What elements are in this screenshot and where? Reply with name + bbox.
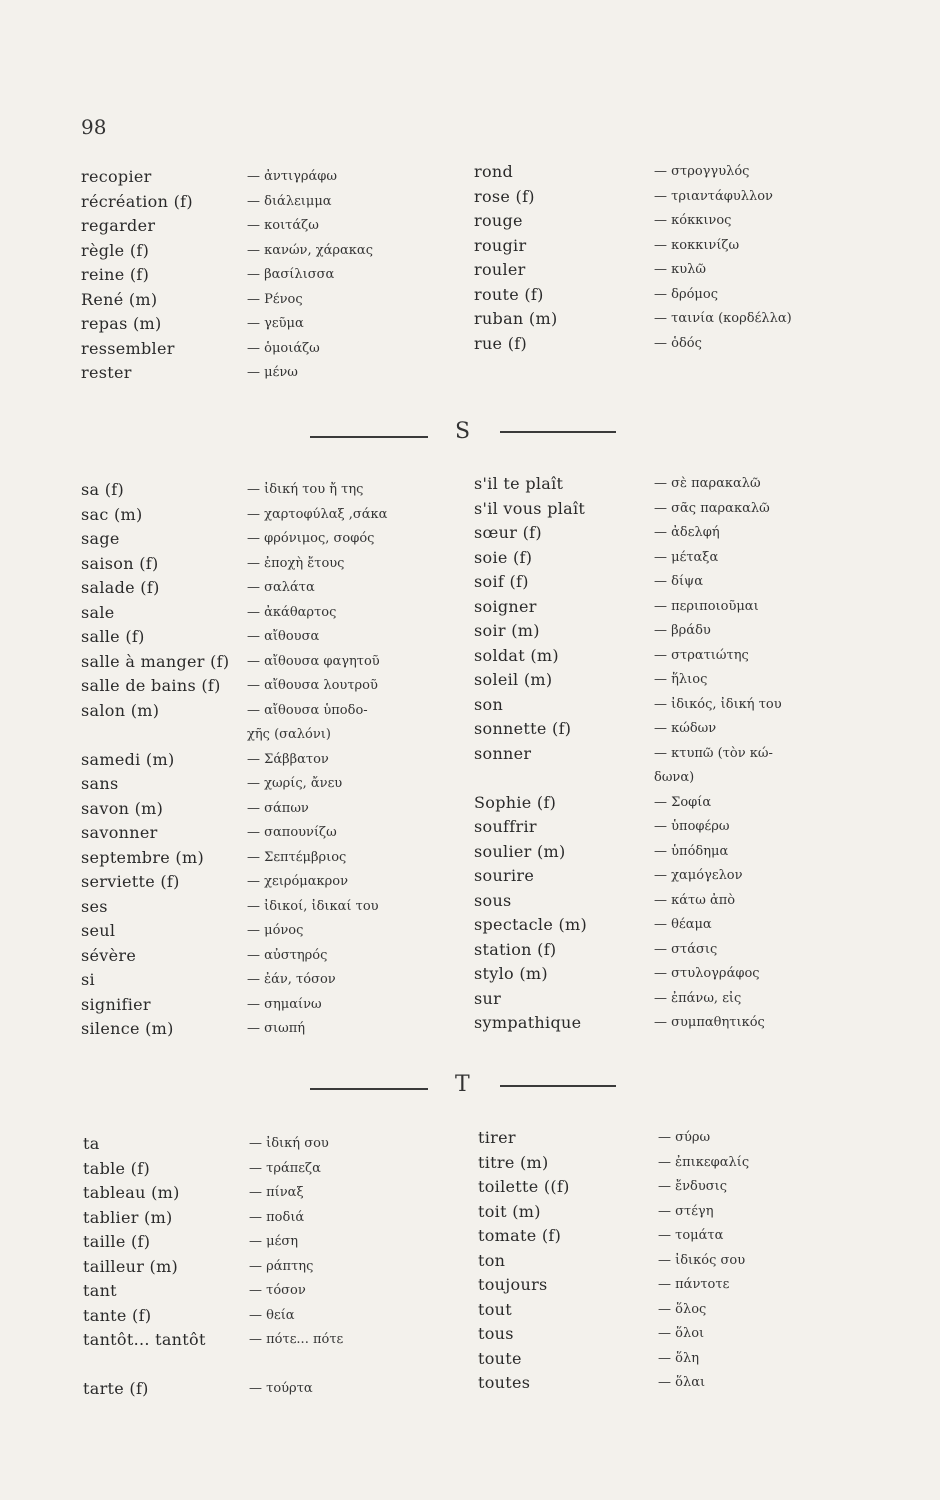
greek-translation: — ὅλαι	[658, 1375, 706, 1390]
greek-translation: — μένω	[247, 365, 298, 380]
french-word: soldat (m)	[474, 645, 559, 665]
greek-translation: — βασίλισσα	[247, 267, 335, 282]
greek-translation: — συμπαθητικός	[654, 1015, 765, 1030]
greek-translation: — κώδων	[654, 721, 717, 736]
separator-line	[310, 436, 428, 438]
greek-translation: — ἰδικός, ἰδική του	[654, 696, 782, 712]
greek-translation: — ἀντιγράφω	[247, 169, 337, 184]
greek-translation: — χειρόμακρον	[247, 874, 349, 889]
greek-translation: — ἥλιος	[654, 672, 708, 687]
french-word: toujours	[478, 1275, 548, 1294]
french-word: rose (f)	[474, 186, 535, 206]
greek-translation: — ὑπόδημα	[654, 843, 729, 859]
french-word: station (f)	[474, 939, 557, 959]
greek-translation: — στρογγυλός	[654, 164, 750, 179]
french-word: tantôt... tantôt	[83, 1330, 206, 1349]
french-word: saison (f)	[81, 553, 159, 573]
greek-translation: — στρατιώτης	[654, 647, 749, 663]
greek-translation: — μέταξα	[654, 549, 719, 565]
greek-translation: — ἐποχὴ ἔτους	[247, 555, 345, 571]
french-word: Sophie (f)	[474, 792, 557, 812]
french-word: soigner	[474, 596, 537, 616]
french-word: repas (m)	[81, 314, 162, 333]
greek-translation: — ὁμοιάζω	[247, 340, 320, 356]
french-word: s'il te plaît	[474, 474, 564, 493]
greek-translation: — σιωπή	[247, 1021, 306, 1036]
french-word: tomate (f)	[478, 1226, 562, 1245]
greek-translation: — δρόμος	[654, 286, 718, 302]
greek-translation: — ἐπάνω, εἰς	[654, 990, 742, 1006]
french-word: soir (m)	[474, 621, 540, 640]
greek-translation: — τόσον	[249, 1283, 306, 1298]
greek-translation: — σημαίνω	[247, 996, 322, 1012]
page-number: 98	[81, 115, 107, 139]
greek-translation: — κόκκινος	[654, 213, 732, 228]
french-word: tarte (f)	[83, 1379, 149, 1398]
greek-translation: — ἰδικός σου	[658, 1252, 746, 1268]
greek-translation: — ὅλοι	[658, 1326, 705, 1341]
french-word: signifier	[81, 994, 151, 1014]
french-word: tous	[478, 1324, 514, 1343]
french-word: sous	[474, 890, 512, 910]
french-word: si	[81, 970, 95, 989]
greek-translation: — γεῦμα	[247, 316, 304, 331]
french-word: toutes	[478, 1373, 531, 1392]
french-word: tailleur (m)	[83, 1256, 179, 1276]
greek-translation: χῆς (σαλόνι)	[247, 727, 331, 742]
greek-translation: — ἰδική σου	[249, 1136, 329, 1151]
greek-translation: — Σεπτέμβριος	[247, 849, 347, 865]
greek-translation: — ποδιά	[249, 1209, 305, 1225]
french-word: René (m)	[81, 289, 158, 309]
french-word: ton	[478, 1250, 506, 1270]
greek-translation: — Σοφία	[654, 794, 712, 810]
french-word: savonner	[81, 823, 158, 842]
greek-translation: — πίναξ	[249, 1185, 304, 1200]
greek-translation: — αἴθουσα ὑποδο-	[247, 702, 368, 718]
greek-translation: — Σάββατον	[247, 751, 329, 767]
greek-translation: — ἀκάθαρτος	[247, 604, 337, 620]
greek-translation: — κτυπῶ (τὸν κώ-	[654, 745, 773, 761]
greek-translation: — σᾶς παρακαλῶ	[654, 500, 770, 516]
greek-translation: — ὑποφέρω	[654, 819, 730, 834]
greek-translation: — ἀδελφή	[654, 525, 720, 540]
french-word: table (f)	[83, 1158, 150, 1178]
greek-translation: — μέση	[249, 1234, 298, 1249]
greek-translation: — τριαντάφυλλον	[654, 188, 773, 204]
greek-translation: — ταινία (κορδέλλα)	[654, 311, 792, 326]
greek-translation: — σάπων	[247, 800, 309, 816]
french-word: toute	[478, 1348, 522, 1368]
french-word: salle à manger (f)	[81, 651, 230, 671]
french-word: sur	[474, 988, 502, 1008]
french-word: route (f)	[474, 284, 544, 304]
greek-translation: — φρόνιμος, σοφός	[247, 531, 375, 546]
greek-translation: — αἴθουσα φαγητοῦ	[247, 653, 380, 669]
greek-translation: — ἔνδυσις	[658, 1179, 727, 1194]
greek-translation: — ἰδική του ἤ της	[247, 482, 364, 497]
greek-translation: — ἰδικοί, ἰδικαί του	[247, 898, 379, 914]
french-word: tout	[478, 1299, 512, 1319]
french-word: silence (m)	[81, 1019, 174, 1038]
french-word: s'il vous plaît	[474, 498, 586, 518]
greek-translation: — τομάτα	[658, 1228, 724, 1243]
french-word: toilette ((f)	[478, 1177, 570, 1196]
greek-translation: — δίψα	[654, 574, 704, 589]
french-word: son	[474, 694, 504, 714]
french-word: récréation (f)	[81, 191, 193, 211]
french-word: serviette (f)	[81, 872, 180, 891]
french-word: ta	[83, 1134, 100, 1153]
greek-translation: — χωρίς, ἄνευ	[247, 776, 343, 791]
french-word: septembre (m)	[81, 847, 204, 867]
separator-line	[310, 1088, 428, 1090]
french-word: sonnette (f)	[474, 719, 572, 738]
greek-translation: — αὐστηρός	[247, 947, 328, 963]
french-word: ressembler	[81, 338, 175, 358]
french-word: rester	[81, 363, 132, 382]
section-letter-s: S	[455, 419, 471, 444]
french-word: sévère	[81, 945, 137, 965]
french-word: sympathique	[474, 1013, 582, 1032]
french-word: seul	[81, 921, 116, 940]
french-word: tant	[83, 1281, 117, 1300]
separator-line	[500, 1085, 616, 1087]
french-word: samedi (m)	[81, 749, 175, 769]
greek-translation: — ράπτης	[249, 1258, 314, 1274]
greek-translation: — περιποιοῦμαι	[654, 598, 759, 614]
greek-translation: — χαμόγελον	[654, 868, 743, 883]
greek-translation: — αἴθουσα λουτροῦ	[247, 678, 378, 693]
greek-translation: — αἴθουσα	[247, 629, 320, 644]
french-word: salle (f)	[81, 627, 145, 646]
greek-translation: — ἐάν, τόσον	[247, 972, 336, 987]
greek-translation: — στέγη	[658, 1203, 714, 1219]
greek-translation: — κυλῶ	[654, 262, 706, 277]
french-word: tirer	[478, 1128, 516, 1147]
section-letter-t: T	[455, 1072, 470, 1097]
french-word: rougir	[474, 235, 527, 255]
french-word: soulier (m)	[474, 841, 566, 861]
french-word: soie (f)	[474, 547, 533, 567]
french-word: sourire	[474, 866, 535, 885]
greek-translation: — μόνος	[247, 923, 304, 938]
french-word: stylo (m)	[474, 964, 548, 983]
greek-translation: — τράπεζα	[249, 1160, 321, 1176]
french-word: soleil (m)	[474, 670, 553, 689]
greek-translation: — κοκκινίζω	[654, 237, 740, 253]
french-word: tablier (m)	[83, 1207, 173, 1227]
french-word: taille (f)	[83, 1232, 151, 1251]
greek-translation: — πότε... πότε	[249, 1332, 344, 1347]
greek-translation: δωνα)	[654, 770, 695, 785]
greek-translation: — κάτω ἀπὸ	[654, 892, 736, 908]
french-word: titre (m)	[478, 1152, 549, 1172]
greek-translation: — κοιτάζω	[247, 218, 319, 233]
french-word: règle (f)	[81, 240, 150, 260]
french-word: sage	[81, 529, 120, 548]
greek-translation: — θεία	[249, 1307, 295, 1323]
greek-translation: — σύρω	[658, 1130, 711, 1145]
french-word: ses	[81, 896, 108, 916]
french-word: rond	[474, 162, 514, 181]
french-word: tableau (m)	[83, 1183, 180, 1202]
french-word: ruban (m)	[474, 309, 558, 328]
french-word: regarder	[81, 216, 156, 235]
french-word: sœur (f)	[474, 523, 542, 542]
french-word: toit (m)	[478, 1201, 541, 1221]
french-word: rouge	[474, 211, 523, 230]
greek-translation: — τούρτα	[249, 1381, 313, 1396]
french-word: tante (f)	[83, 1305, 152, 1325]
greek-translation: — κανών, χάρακας	[247, 242, 373, 258]
greek-translation: — στάσις	[654, 941, 718, 957]
greek-translation: — ὅλος	[658, 1301, 707, 1317]
french-word: spectacle (m)	[474, 915, 588, 934]
greek-translation: — σὲ παρακαλῶ	[654, 476, 761, 491]
french-word: sans	[81, 774, 119, 793]
greek-translation: — θέαμα	[654, 917, 712, 932]
greek-translation: — ὁδός	[654, 335, 702, 351]
greek-translation: — ἐπικεφαλίς	[658, 1154, 750, 1170]
french-word: rouler	[474, 260, 526, 279]
french-word: souffrir	[474, 817, 537, 836]
french-word: salon (m)	[81, 700, 160, 720]
greek-translation: — ὅλη	[658, 1350, 699, 1366]
french-word: sa (f)	[81, 480, 125, 499]
separator-line	[500, 431, 616, 433]
greek-translation: — Ρένος	[247, 291, 303, 307]
french-word: rue (f)	[474, 333, 528, 353]
french-word: reine (f)	[81, 265, 150, 284]
french-word: soif (f)	[474, 572, 529, 591]
greek-translation: — βράδυ	[654, 623, 711, 638]
french-word: sale	[81, 602, 115, 622]
french-word: salle de bains (f)	[81, 676, 221, 695]
french-word: salade (f)	[81, 578, 160, 597]
greek-translation: — πάντοτε	[658, 1277, 730, 1292]
french-word: recopier	[81, 167, 152, 186]
greek-translation: — σαλάτα	[247, 580, 315, 595]
greek-translation: — διάλειμμα	[247, 193, 332, 209]
french-word: sac (m)	[81, 504, 143, 524]
greek-translation: — σαπουνίζω	[247, 825, 337, 840]
greek-translation: — χαρτοφύλαξ ,σάκα	[247, 506, 388, 522]
greek-translation: — στυλογράφος	[654, 966, 760, 981]
french-word: sonner	[474, 743, 532, 763]
french-word: savon (m)	[81, 798, 164, 818]
